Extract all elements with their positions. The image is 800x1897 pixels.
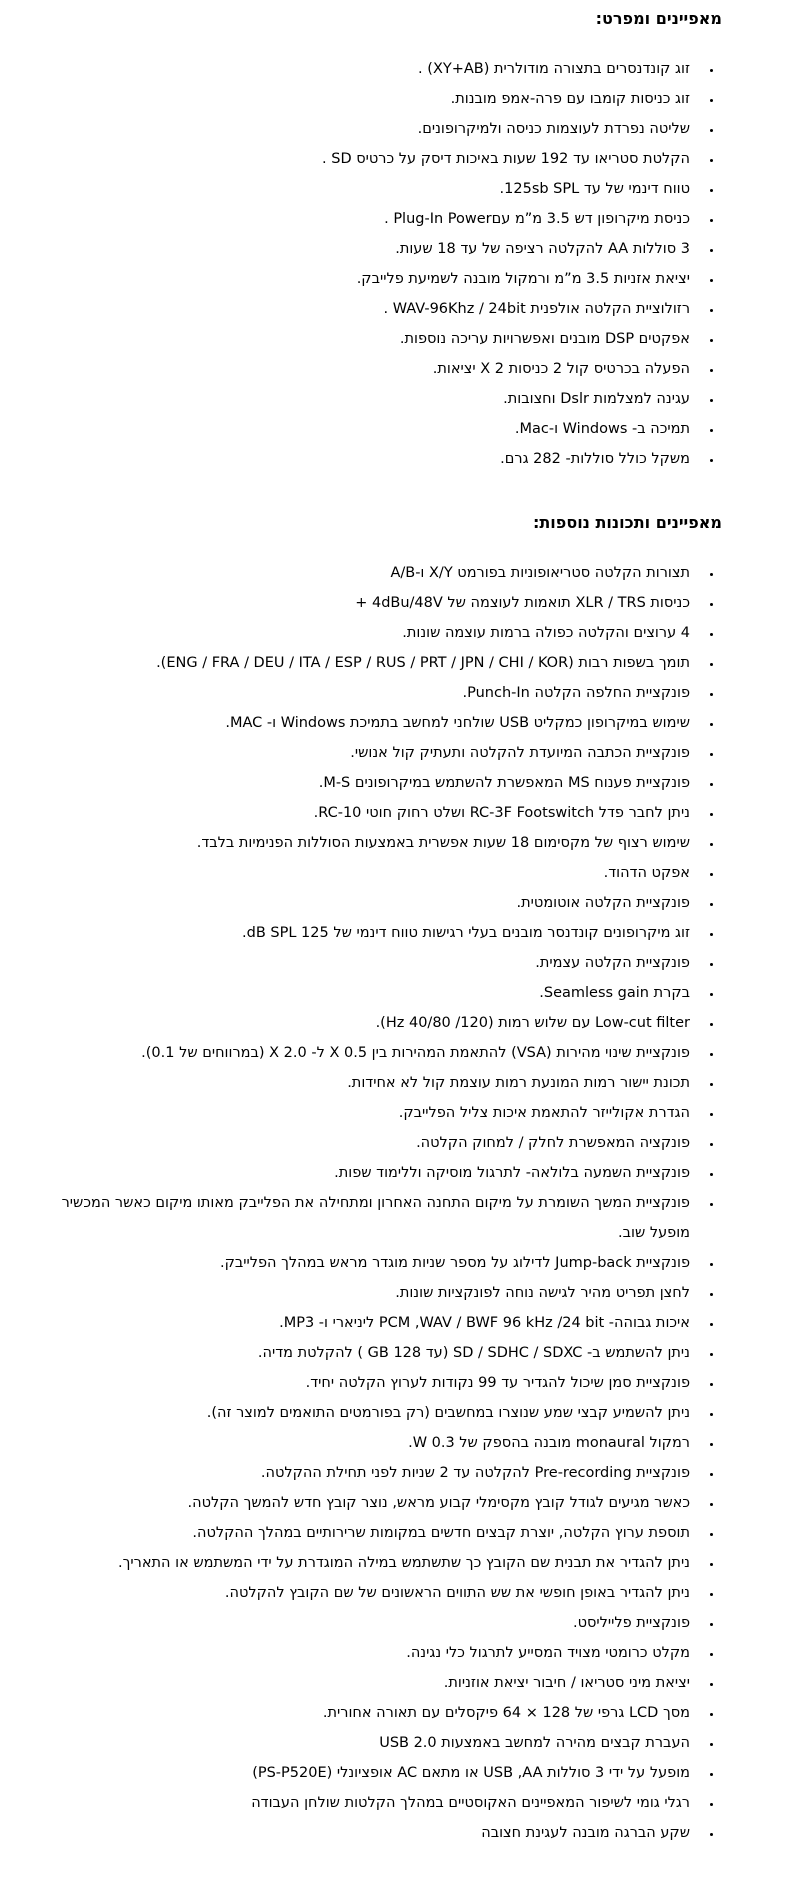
list-item: • זוג קונדנסרים בתצורה מודולרית (XY+AB) . xyxy=(52,54,700,84)
list-item: • בקרת Seamless gain. xyxy=(52,978,700,1008)
list-item: • כניסות XLR / TRS תואמות לעוצמה של 4dBu/48V + xyxy=(52,588,700,618)
additional-features-bullet-list xyxy=(52,558,722,1848)
list-item: • שקע הברגה מובנה לעגינת חצובה xyxy=(52,1818,700,1848)
list-item: • הפעלה בכרטיס קול 2 כניסות X 2 יציאות. xyxy=(52,354,700,384)
list-item: • 3 סוללות AA להקלטה רציפה של עד 18 שעות. xyxy=(52,234,700,264)
list-item: • תכונת יישור רמות המונעת רמות עוצמת קול לא אחידות. xyxy=(52,1068,700,1098)
list-item: • לחצן תפריט מהיר לגישה נוחה לפונקציות שונות. xyxy=(52,1278,700,1308)
list-item: • פונקציית השמעה בלולאה- לתרגול מוסיקה וללימוד שפות. xyxy=(52,1158,700,1188)
list-item: • פונקציית הקלטה אוטומטית. xyxy=(52,888,700,918)
list-item: • רזולוציית הקלטה אולפנית WAV-96Khz / 24bit . xyxy=(52,294,700,324)
list-item: • פונקציית Jump-back לדילוג על מספר שניות מוגדר מראש במהלך הפלייבק. xyxy=(52,1248,700,1278)
list-item: • פונקציית הקלטה עצמית. xyxy=(52,948,700,978)
list-item: • Low-cut filter עם שלוש רמות (120/ 40/80 Hz). xyxy=(52,1008,700,1038)
list-item: • טווח דינמי של עד 125sb SPL. xyxy=(52,174,700,204)
list-item: • פונקציית פענוח MS המאפשרת להשתמש במיקרופונים M-S. xyxy=(52,768,700,798)
list-item: • פונקציית סמן שיכול להגדיר עד 99 נקודות לערוץ הקלטה יחיד. xyxy=(52,1368,700,1398)
section-heading-additional-features: מאפיינים ותכונות נוספות: xyxy=(532,513,722,532)
list-item: • תצורות הקלטה סטריאופוניות בפורמט X/Y ו-A/B xyxy=(52,558,700,588)
list-item: • תוספת ערוץ הקלטה, יוצרת קבצים חדשים במקומות שרירותיים במהלך ההקלטה. xyxy=(52,1518,700,1548)
list-item: • ניתן להשמיע קבצי שמע שנוצרו במחשבים (רק בפורמטים התואמים למוצר זה). xyxy=(52,1398,700,1428)
list-item: • ניתן להגדיר את תבנית שם הקובץ כך שתשתמש במילה המוגדרת על ידי המשתמש או התאריך. xyxy=(52,1548,700,1578)
list-item: • העברת קבצים מהירה למחשב באמצעות USB 2.0 xyxy=(52,1728,700,1758)
list-item: • זוג כניסות קומבו עם פרה-אמפ מובנות. xyxy=(52,84,700,114)
list-item: • תמיכה ב- Windows ו-Mac. xyxy=(52,414,700,444)
list-item: • אפקט הדהוד. xyxy=(52,858,700,888)
list-item: • אפקטים DSP מובנים ואפשרויות עריכה נוספות. xyxy=(52,324,700,354)
list-item: • כניסת מיקרופון דש 3.5 מ”מ עםPlug-In Power . xyxy=(52,204,700,234)
list-item: • שימוש רצוף של מקסימום 18 שעות אפשרית באמצעות הסוללות הפנימיות בלבד. xyxy=(52,828,700,858)
list-item: • זוג מיקרופונים קונדנסר מובנים בעלי רגישות טווח דינמי של 125 dB SPL. xyxy=(52,918,700,948)
list-item: • פונקציית החלפה הקלטה Punch-In. xyxy=(52,678,700,708)
list-item: • תומך בשפות רבות (ENG / FRA / DEU / ITA / ESP / RUS / PRT / JPN / CHI / KOR). xyxy=(52,648,700,678)
list-item: • ניתן להגדיר באופן חופשי את שש התווים הראשונים של שם הקובץ להקלטה. xyxy=(52,1578,700,1608)
list-item: • פונקציית שינוי מהירות (VSA) להתאמת המהירות בין X 0.5 ל- X 2.0 (במרווחים של 0.1). xyxy=(52,1038,700,1068)
list-item: • פונקציית המשך השומרת על מיקום התחנה האחרון ומתחילה את הפלייבק מאותו מיקום כאשר המכשיר מופעל שוב. xyxy=(52,1188,700,1248)
list-item: • פונקציית Pre-recording להקלטה עד 2 שניות לפני תחילת ההקלטה. xyxy=(52,1458,700,1488)
list-item: • רמקול monaural מובנה בהספק של 0.3 W. xyxy=(52,1428,700,1458)
list-item: • איכות גבוהה- PCM ,WAV / BWF 96 kHz /24 bit ליניארי ו- MP3. xyxy=(52,1308,700,1338)
specs-bullet-list xyxy=(52,54,722,474)
section-divider-gap xyxy=(52,474,722,486)
list-item: • יציאת מיני סטריאו / חיבור יציאת אוזניות. xyxy=(52,1668,700,1698)
list-item: • עגינה למצלמות Dslr וחצובות. xyxy=(52,384,700,414)
list-item: • פונקציה המאפשרת לחלק / למחוק הקלטה. xyxy=(52,1128,700,1158)
list-item: • רגלי גומי לשיפור המאפיינים האקוסטיים במהלך הקלטות שולחן העבודה xyxy=(52,1788,700,1818)
list-item: • 4 ערוצים והקלטה כפולה ברמות עוצמה שונות. xyxy=(52,618,700,648)
list-item: • פונקציית פלייליסט. xyxy=(52,1608,700,1638)
section-heading-specs: מאפיינים ומפרט: xyxy=(595,9,722,28)
list-item: • ניתן לחבר פדל RC-3F Footswitch ושלט רחוק חוטי RC-10. xyxy=(52,798,700,828)
list-item: • מקלט כרומטי מצויד המסייע לתרגול כלי נגינה. xyxy=(52,1638,700,1668)
list-item: • פונקציית הכתבה המיועדת להקלטה ותעתיק קול אנושי. xyxy=(52,738,700,768)
list-item: • מופעל על ידי 3 סוללות USB ,AA או מתאם AC אופציונלי (PS-P520E) xyxy=(52,1758,700,1788)
list-item: • שימוש במיקרופון כמקליט USB שולחני למחשב בתמיכת Windows ו- MAC. xyxy=(52,708,700,738)
list-item: • ניתן להשתמש ב- SD / SDHC / SDXC (עד 128 GB ) להקלטת מדיה. xyxy=(52,1338,700,1368)
list-item: • משקל כולל סוללות- 282 גרם. xyxy=(52,444,700,474)
list-item: • הקלטת סטריאו עד 192 שעות באיכות דיסק על כרטיס SD . xyxy=(52,144,700,174)
list-item: • הגדרת אקולייזר להתאמת איכות צליל הפלייבק. xyxy=(52,1098,700,1128)
list-item: • כאשר מגיעים לגודל קובץ מקסימלי קבוע מראש, נוצר קובץ חדש להמשך הקלטה. xyxy=(52,1488,700,1518)
list-item: • יציאת אזניות 3.5 מ”מ ורמקול מובנה לשמיעת פלייבק. xyxy=(52,264,700,294)
list-item: • מסך LCD גרפי של 128 × 64 פיקסלים עם תאורה אחורית. xyxy=(52,1698,700,1728)
list-item: • שליטה נפרדת לעוצמות כניסה ולמיקרופונים. xyxy=(52,114,700,144)
